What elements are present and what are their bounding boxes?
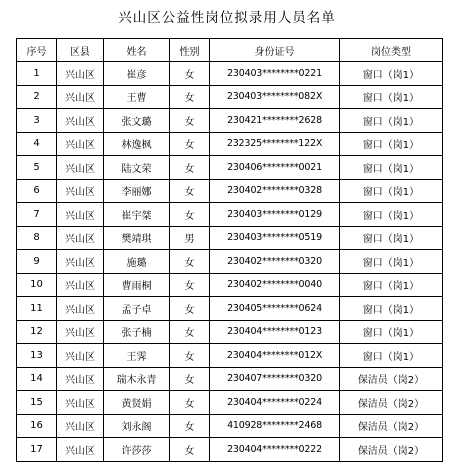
gender-cell: 女 <box>170 367 210 391</box>
position-type-cell: 窗口（岗1） <box>340 132 443 156</box>
gender-cell: 女 <box>170 250 210 274</box>
table-row <box>17 344 443 368</box>
gender-cell: 女 <box>170 132 210 156</box>
name-cell: 崔宇桀 <box>104 203 170 227</box>
seq-cell: 17 <box>17 438 57 462</box>
gender-cell: 女 <box>170 438 210 462</box>
seq-cell: 5 <box>17 156 57 180</box>
table-row <box>17 226 443 250</box>
gender-cell: 女 <box>170 203 210 227</box>
gender-cell: 女 <box>170 273 210 297</box>
table-body <box>17 62 443 462</box>
name-cell: 陆文荣 <box>104 156 170 180</box>
seq-cell: 3 <box>17 109 57 133</box>
gender-cell: 女 <box>170 391 210 415</box>
roster-table <box>16 38 443 462</box>
id-number-cell: 230402********0328 <box>210 179 340 203</box>
gender-cell: 女 <box>170 320 210 344</box>
id-number-cell: 410928********2468 <box>210 414 340 438</box>
gender-cell: 女 <box>170 156 210 180</box>
district-cell: 兴山区 <box>57 203 104 227</box>
name-cell: 黄贤娟 <box>104 391 170 415</box>
gender-cell: 男 <box>170 226 210 250</box>
header-district: 区县 <box>57 39 104 62</box>
table-row <box>17 297 443 321</box>
name-cell: 张文璐 <box>104 109 170 133</box>
table-row <box>17 179 443 203</box>
name-cell: 孟子卓 <box>104 297 170 321</box>
position-type-cell: 保洁员（岗2） <box>340 438 443 462</box>
id-number-cell: 230404********012X <box>210 344 340 368</box>
gender-cell: 女 <box>170 344 210 368</box>
table-header <box>17 39 443 62</box>
seq-cell: 4 <box>17 132 57 156</box>
gender-cell: 女 <box>170 109 210 133</box>
id-number-cell: 230407********0320 <box>210 367 340 391</box>
district-cell: 兴山区 <box>57 132 104 156</box>
district-cell: 兴山区 <box>57 367 104 391</box>
district-cell: 兴山区 <box>57 85 104 109</box>
seq-cell: 13 <box>17 344 57 368</box>
id-number-cell: 232325********122X <box>210 132 340 156</box>
seq-cell: 8 <box>17 226 57 250</box>
district-cell: 兴山区 <box>57 226 104 250</box>
position-type-cell: 窗口（岗1） <box>340 62 443 86</box>
id-number-cell: 230403********0129 <box>210 203 340 227</box>
name-cell: 李丽娜 <box>104 179 170 203</box>
header-row <box>17 39 443 62</box>
seq-cell: 12 <box>17 320 57 344</box>
table-row <box>17 62 443 86</box>
table-row <box>17 109 443 133</box>
seq-cell: 7 <box>17 203 57 227</box>
name-cell: 樊靖琪 <box>104 226 170 250</box>
name-cell: 王霁 <box>104 344 170 368</box>
position-type-cell: 保洁员（岗2） <box>340 367 443 391</box>
position-type-cell: 窗口（岗1） <box>340 273 443 297</box>
position-type-cell: 窗口（岗1） <box>340 179 443 203</box>
district-cell: 兴山区 <box>57 320 104 344</box>
district-cell: 兴山区 <box>57 273 104 297</box>
name-cell: 林逸枫 <box>104 132 170 156</box>
district-cell: 兴山区 <box>57 179 104 203</box>
table-row <box>17 273 443 297</box>
seq-cell: 2 <box>17 85 57 109</box>
id-number-cell: 230403********0221 <box>210 62 340 86</box>
position-type-cell: 窗口（岗1） <box>340 226 443 250</box>
table-row <box>17 414 443 438</box>
seq-cell: 16 <box>17 414 57 438</box>
district-cell: 兴山区 <box>57 344 104 368</box>
id-number-cell: 230406********0021 <box>210 156 340 180</box>
seq-cell: 11 <box>17 297 57 321</box>
id-number-cell: 230402********0040 <box>210 273 340 297</box>
position-type-cell: 窗口（岗1） <box>340 297 443 321</box>
seq-cell: 10 <box>17 273 57 297</box>
seq-cell: 9 <box>17 250 57 274</box>
name-cell: 瑞木永青 <box>104 367 170 391</box>
id-number-cell: 230405********0624 <box>210 297 340 321</box>
header-gender: 性别 <box>170 39 210 62</box>
name-cell: 刘永阁 <box>104 414 170 438</box>
position-type-cell: 窗口（岗1） <box>340 203 443 227</box>
table-row <box>17 438 443 462</box>
gender-cell: 女 <box>170 414 210 438</box>
header-seq: 序号 <box>17 39 57 62</box>
id-number-cell: 230404********0224 <box>210 391 340 415</box>
gender-cell: 女 <box>170 85 210 109</box>
name-cell: 张子楠 <box>104 320 170 344</box>
position-type-cell: 窗口（岗1） <box>340 156 443 180</box>
name-cell: 许莎莎 <box>104 438 170 462</box>
seq-cell: 6 <box>17 179 57 203</box>
id-number-cell: 230404********0222 <box>210 438 340 462</box>
table-row <box>17 250 443 274</box>
district-cell: 兴山区 <box>57 109 104 133</box>
district-cell: 兴山区 <box>57 391 104 415</box>
id-number-cell: 230402********0320 <box>210 250 340 274</box>
name-cell: 崔彦 <box>104 62 170 86</box>
gender-cell: 女 <box>170 179 210 203</box>
name-cell: 施璐 <box>104 250 170 274</box>
table-row <box>17 391 443 415</box>
position-type-cell: 窗口（岗1） <box>340 109 443 133</box>
district-cell: 兴山区 <box>57 297 104 321</box>
position-type-cell: 窗口（岗1） <box>340 320 443 344</box>
document-title: 兴山区公益性岗位拟录用人员名单 <box>118 10 336 26</box>
name-cell: 王曹 <box>104 85 170 109</box>
district-cell: 兴山区 <box>57 414 104 438</box>
seq-cell: 14 <box>17 367 57 391</box>
header-name: 姓名 <box>104 39 170 62</box>
header-id-number: 身份证号 <box>210 39 340 62</box>
position-type-cell: 窗口（岗1） <box>340 344 443 368</box>
table-row <box>17 132 443 156</box>
table-row <box>17 85 443 109</box>
id-number-cell: 230421********2628 <box>210 109 340 133</box>
seq-cell: 1 <box>17 62 57 86</box>
district-cell: 兴山区 <box>57 62 104 86</box>
header-position-type: 岗位类型 <box>340 39 443 62</box>
position-type-cell: 窗口（岗1） <box>340 85 443 109</box>
name-cell: 曹雨桐 <box>104 273 170 297</box>
district-cell: 兴山区 <box>57 438 104 462</box>
id-number-cell: 230404********0123 <box>210 320 340 344</box>
position-type-cell: 窗口（岗1） <box>340 250 443 274</box>
position-type-cell: 保洁员（岗2） <box>340 391 443 415</box>
position-type-cell: 保洁员（岗2） <box>340 414 443 438</box>
seq-cell: 15 <box>17 391 57 415</box>
table-row <box>17 367 443 391</box>
table-row <box>17 203 443 227</box>
id-number-cell: 230403********0519 <box>210 226 340 250</box>
district-cell: 兴山区 <box>57 250 104 274</box>
gender-cell: 女 <box>170 297 210 321</box>
table-row <box>17 156 443 180</box>
id-number-cell: 230403********082X <box>210 85 340 109</box>
district-cell: 兴山区 <box>57 156 104 180</box>
table-row <box>17 320 443 344</box>
gender-cell: 女 <box>170 62 210 86</box>
